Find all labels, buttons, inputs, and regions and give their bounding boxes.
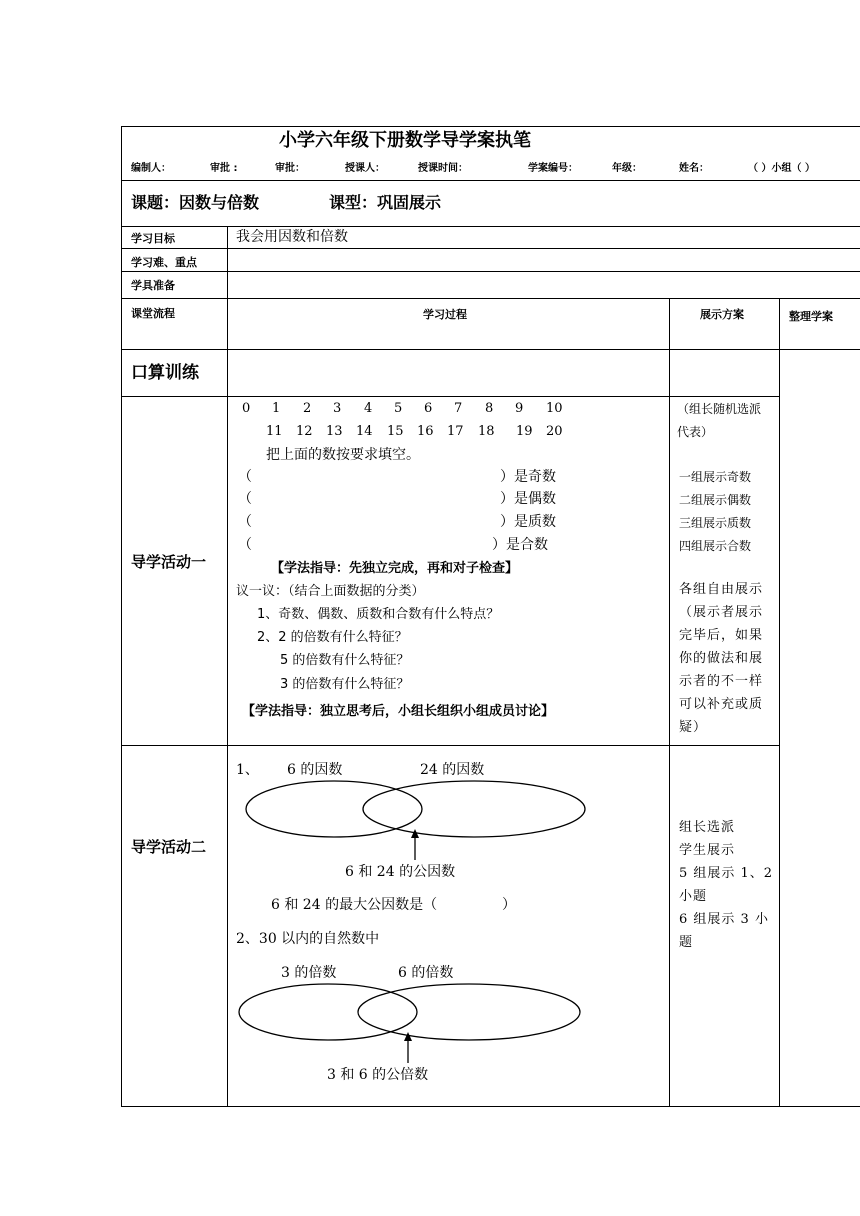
plan-line: 示者的不一样 bbox=[679, 674, 764, 689]
plan-line: 四组展示合数 bbox=[679, 539, 752, 553]
act1-question-1: 1、奇数、偶数、质数和合数有什么特点？ bbox=[257, 607, 500, 622]
act1-guide-2: 【学法指导：独立思考后，小组长组织小组成员讨论】 bbox=[242, 704, 555, 719]
goal-value: 我会用因数和倍数 bbox=[236, 229, 348, 245]
plan-line: 完毕后，如果 bbox=[679, 628, 764, 643]
venn-1-right-ellipse bbox=[363, 781, 585, 837]
plan-line: （展示者展示 bbox=[679, 605, 764, 620]
plan-line: 组长选派 bbox=[679, 820, 736, 835]
number: 0 bbox=[242, 401, 251, 416]
act1-question-2: 2、2 的倍数有什么特征？ bbox=[257, 630, 408, 645]
number: 7 bbox=[454, 401, 463, 416]
oral-label: 口算训练 bbox=[131, 363, 199, 383]
act2-item1-gcd-close: ） bbox=[502, 897, 516, 913]
plan-line: 各组自由展示 bbox=[679, 582, 764, 597]
key-label: 学习难、重点 bbox=[131, 256, 197, 269]
tools-label: 学具准备 bbox=[131, 279, 175, 292]
act1-guide-1: 【学法指导：先独立完成，再和对子检查】 bbox=[271, 561, 519, 576]
act2-item1-number: 1、 bbox=[236, 762, 259, 778]
plan-line: 三组展示质数 bbox=[679, 516, 752, 530]
header-flow: 课堂流程 bbox=[131, 307, 175, 320]
number: 14 bbox=[356, 424, 373, 439]
plan-line: 学生展示 bbox=[679, 843, 736, 858]
number: 5 bbox=[394, 401, 403, 416]
number: 15 bbox=[387, 424, 404, 439]
number: 8 bbox=[485, 401, 494, 416]
number: 20 bbox=[546, 424, 563, 439]
act2-item2: 2、30 以内的自然数中 bbox=[236, 931, 380, 947]
type-label: 课型：巩固展示 bbox=[329, 193, 442, 212]
act1-question-4: 3 的倍数有什么特征？ bbox=[280, 677, 410, 692]
meta-name: 姓名： bbox=[679, 163, 709, 174]
meta-review2: 审批： bbox=[275, 163, 305, 174]
plan-line: 你的做法和展 bbox=[679, 651, 764, 666]
meta-author: 编制人： bbox=[131, 163, 171, 174]
act2-label: 导学活动二 bbox=[131, 838, 207, 856]
act1-instruction: 把上面的数按要求填空。 bbox=[266, 447, 420, 463]
plan-line: 5 组展示 1、2 bbox=[679, 866, 774, 881]
blank-even: ）是偶数 bbox=[500, 491, 556, 507]
act1-discuss: 议一议：（结合上面数据的分类） bbox=[236, 584, 425, 599]
header-organize: 整理学案 bbox=[789, 310, 833, 323]
meta-review1: 审批 : bbox=[210, 163, 238, 174]
blank-open-paren: （ bbox=[238, 469, 252, 485]
blank-prime: ）是质数 bbox=[500, 514, 556, 530]
number: 3 bbox=[333, 401, 342, 416]
goal-label: 学习目标 bbox=[131, 232, 175, 245]
blank-open-paren: （ bbox=[238, 491, 252, 507]
plan-line: 代表） bbox=[677, 425, 714, 439]
number: 18 bbox=[478, 424, 495, 439]
act2-plan bbox=[679, 816, 773, 954]
act2-item1-gcd: 6 和 24 的最大公因数是（ bbox=[271, 897, 438, 913]
topic-label: 课题：因数与倍数 bbox=[131, 193, 260, 212]
header-plan: 展示方案 bbox=[700, 308, 744, 321]
act2-item1-common-label: 6 和 24 的公因数 bbox=[345, 864, 456, 880]
number: 16 bbox=[417, 424, 434, 439]
number: 19 bbox=[516, 424, 533, 439]
act2-item2-right-label: 6 的倍数 bbox=[398, 965, 454, 981]
number: 1 bbox=[272, 401, 281, 416]
plan-line: 可以补充或质 bbox=[679, 697, 764, 712]
number: 4 bbox=[364, 401, 373, 416]
meta-grade: 年级： bbox=[612, 163, 642, 174]
plan-line: 题 bbox=[679, 935, 694, 950]
blank-open-paren: （ bbox=[238, 514, 252, 530]
meta-code: 学案编号： bbox=[528, 163, 578, 174]
number: 11 bbox=[266, 424, 283, 439]
act1-label: 导学活动一 bbox=[131, 553, 207, 571]
blank-open-paren: （ bbox=[238, 537, 252, 553]
plan-line: 二组展示偶数 bbox=[679, 493, 752, 507]
number: 10 bbox=[546, 401, 563, 416]
number: 2 bbox=[303, 401, 312, 416]
number: 17 bbox=[447, 424, 464, 439]
meta-teacher: 授课人： bbox=[345, 163, 385, 174]
plan-line: 6 组展示 3 小 bbox=[679, 912, 769, 927]
plan-line: 小题 bbox=[679, 889, 708, 904]
plan-line: 一组展示奇数 bbox=[679, 470, 752, 484]
act2-item2-left-label: 3 的倍数 bbox=[281, 965, 337, 981]
blank-odd: ）是奇数 bbox=[500, 469, 556, 485]
number: 6 bbox=[424, 401, 433, 416]
venn-2-right-ellipse bbox=[358, 984, 580, 1040]
header-process: 学习过程 bbox=[423, 308, 467, 321]
meta-time: 授课时间： bbox=[418, 163, 468, 174]
plan-line: 疑） bbox=[679, 720, 708, 735]
act2-item1-right-label: 24 的因数 bbox=[420, 762, 485, 778]
blank-composite: ）是合数 bbox=[492, 537, 548, 553]
number: 9 bbox=[515, 401, 524, 416]
page-title: 小学六年级下册数学导学案执笔 bbox=[279, 130, 531, 151]
meta-group: （ ）小组（ ） bbox=[748, 163, 815, 174]
act2-item2-common-label: 3 和 6 的公倍数 bbox=[327, 1067, 429, 1083]
number: 13 bbox=[326, 424, 343, 439]
number: 12 bbox=[296, 424, 313, 439]
act1-question-3: 5 的倍数有什么特征？ bbox=[280, 653, 410, 668]
act2-item1-left-label: 6 的因数 bbox=[287, 762, 343, 778]
plan-line: （组长随机选派 bbox=[677, 402, 762, 416]
